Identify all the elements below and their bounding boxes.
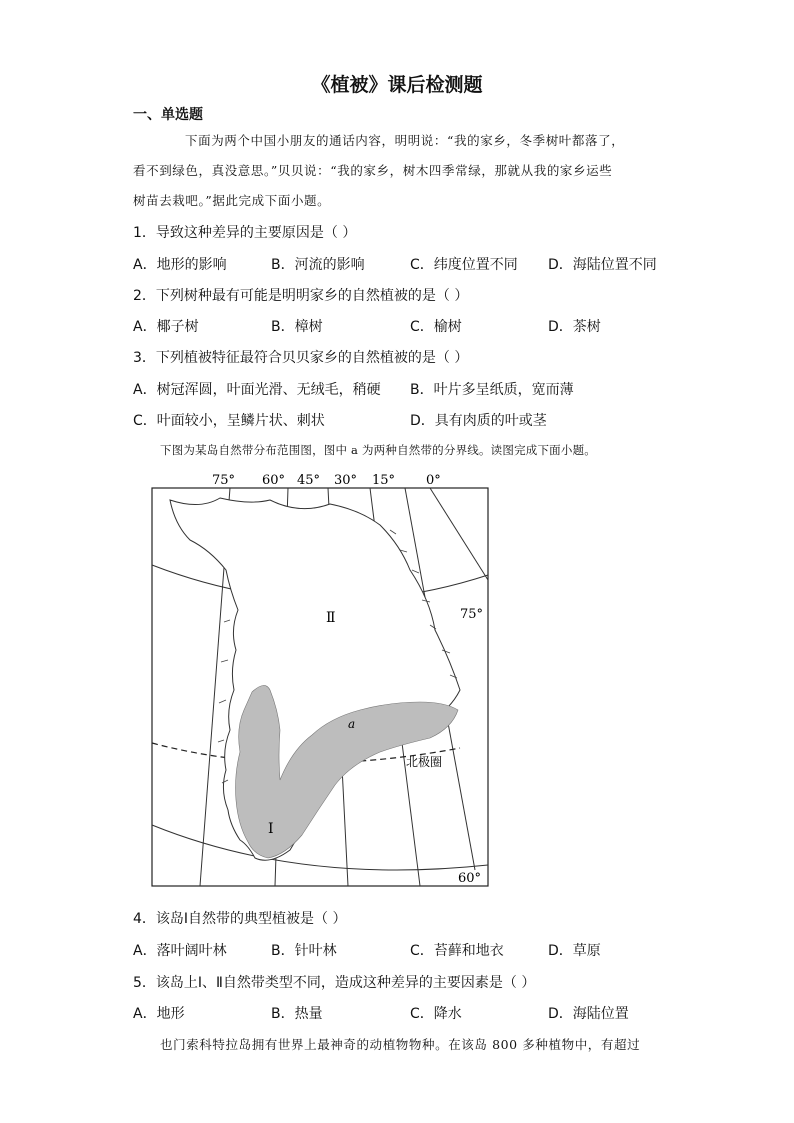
option: D．具有肉质的叶或茎 bbox=[410, 413, 547, 429]
lon-label-45: 45° bbox=[297, 473, 321, 488]
arctic-circle-label: 北极圈 bbox=[406, 755, 443, 769]
question-stem: 4．该岛Ⅰ自然带的典型植被是（ ） bbox=[133, 911, 347, 927]
passage-line: 下面为两个中国小朋友的通话内容，明明说：“我的家乡，冬季树叶都落了， bbox=[185, 133, 625, 148]
option: B．樟树 bbox=[271, 319, 323, 335]
lon-label-60: 60° bbox=[262, 473, 286, 488]
passage-line: 看不到绿色，真没意思。”贝贝说：“我的家乡，树木四季常绿，那就从我的家乡运些 bbox=[133, 163, 613, 178]
passage-line: 树苗去栽吧。”据此完成下面小题。 bbox=[133, 193, 331, 208]
option: B．河流的影响 bbox=[271, 257, 365, 273]
option: D．海陆位置不同 bbox=[548, 257, 657, 273]
island-map bbox=[130, 470, 500, 890]
option: A．落叶阔叶林 bbox=[133, 943, 227, 959]
option: C．降水 bbox=[410, 1006, 462, 1022]
page-title: 《植被》课后检测题 bbox=[311, 74, 483, 96]
option: C．苔藓和地衣 bbox=[410, 943, 504, 959]
option: B．针叶林 bbox=[271, 943, 337, 959]
option: D．茶树 bbox=[548, 319, 601, 335]
option: B．叶片多呈纸质，宽而薄 bbox=[410, 382, 574, 398]
lon-label-75: 75° bbox=[212, 473, 236, 488]
meridian bbox=[430, 488, 488, 580]
option: A．地形 bbox=[133, 1006, 185, 1022]
lon-label-15: 15° bbox=[372, 473, 396, 488]
option: C．叶面较小，呈鳞片状、刺状 bbox=[133, 413, 325, 429]
option: A．树冠浑圆，叶面光滑、无绒毛，稍硬 bbox=[133, 382, 381, 398]
option: A．地形的影响 bbox=[133, 257, 227, 273]
passage-line: 也门索科特拉岛拥有世界上最神奇的动植物物种。在该岛 800 多种植物中，有超过 bbox=[160, 1037, 641, 1052]
option: D．海陆位置 bbox=[548, 1006, 629, 1022]
section-heading: 一、单选题 bbox=[133, 107, 203, 123]
question-stem: 3．下列植被特征最符合贝贝家乡的自然植被的是（ ） bbox=[133, 350, 469, 366]
lat-label-60: 60° bbox=[458, 871, 482, 886]
lon-label-30: 30° bbox=[334, 473, 358, 488]
question-stem: 1．导致这种差异的主要原因是（ ） bbox=[133, 225, 357, 241]
option: C．纬度位置不同 bbox=[410, 257, 518, 273]
question-stem: 2．下列树种最有可能是明明家乡的自然植被的是（ ） bbox=[133, 288, 469, 304]
option: A．椰子树 bbox=[133, 319, 199, 335]
question-stem: 5．该岛上Ⅰ、Ⅱ自然带类型不同，造成这种差异的主要因素是（ ） bbox=[133, 975, 536, 991]
option: B．热量 bbox=[271, 1006, 323, 1022]
option: D．草原 bbox=[548, 943, 601, 959]
zone-label-1: Ⅰ bbox=[268, 821, 274, 837]
map-caption: 下图为某岛自然带分布范围图，图中 a 为两种自然带的分界线。读图完成下面小题。 bbox=[160, 443, 596, 457]
boundary-label-a: a bbox=[348, 717, 356, 731]
lat-label-75: 75° bbox=[460, 607, 484, 622]
zone-label-2: Ⅱ bbox=[326, 610, 336, 626]
lon-label-0: 0° bbox=[426, 473, 441, 488]
option: C．榆树 bbox=[410, 319, 462, 335]
latitude-60 bbox=[152, 825, 488, 870]
